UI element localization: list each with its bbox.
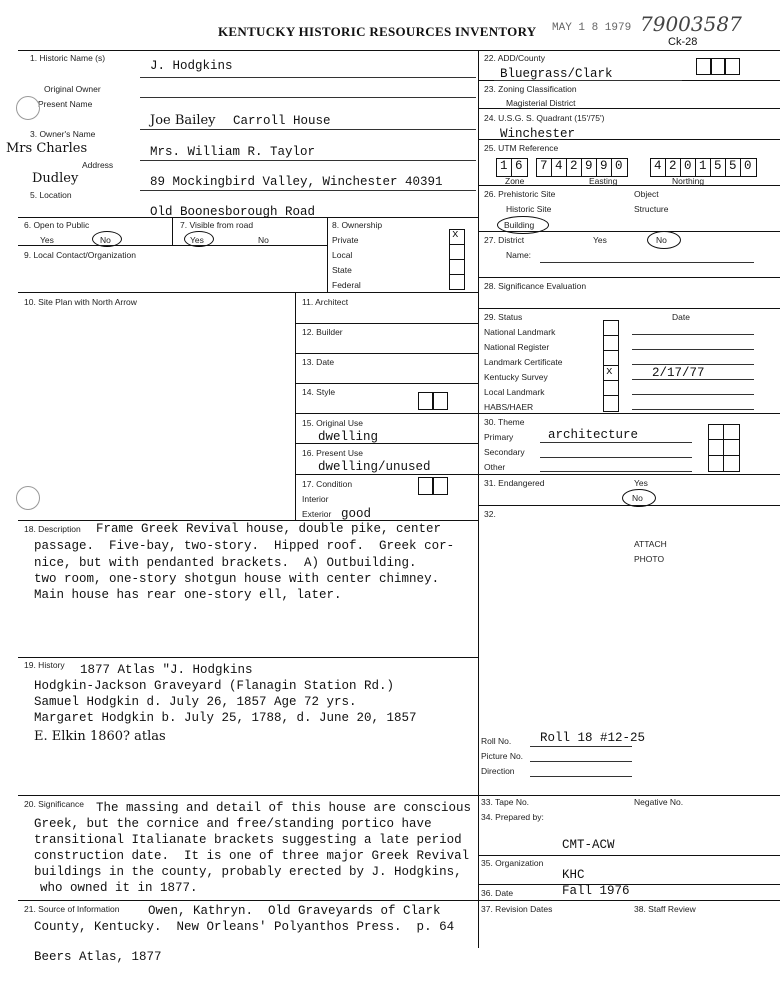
status-item: National Landmark: [484, 327, 556, 337]
condition-checkbox[interactable]: [432, 477, 448, 495]
theme-label: 30. Theme: [484, 417, 525, 427]
circle-mark: [497, 216, 549, 234]
circle-mark: [647, 231, 681, 249]
rule: [295, 353, 478, 354]
style-label: 14. Style: [302, 387, 336, 397]
utm-digit: 2: [570, 159, 578, 173]
significance-line: Greek, but the cornice and free/standing portico have: [34, 817, 432, 831]
rule: [478, 413, 780, 414]
fill-line: [632, 349, 754, 350]
rule: [708, 439, 739, 440]
kentucky-survey-date: 2/17/77: [652, 366, 705, 380]
county-label: 22. ADD/County: [484, 53, 545, 63]
description-line: Main house has rear one-story ell, later.: [34, 588, 342, 602]
organization-label: 35. Organization: [481, 858, 544, 868]
fill-line: [140, 190, 476, 191]
rule: [603, 395, 618, 396]
rule: [18, 292, 478, 293]
utm-digit: 4: [555, 159, 563, 173]
rule: [511, 158, 512, 176]
fill-line: [540, 471, 692, 472]
original-use-label: 15. Original Use: [302, 418, 363, 428]
utm-digit: 7: [540, 159, 548, 173]
present-name-label: Present Name: [38, 99, 93, 109]
rule: [18, 520, 478, 521]
utm-digit: 2: [669, 159, 677, 173]
picture-label: Picture No.: [481, 751, 524, 761]
historic-name-value: J. Hodgkins: [150, 59, 233, 73]
ownership-local: Local: [332, 250, 353, 260]
ownership-federal: Federal: [332, 280, 361, 290]
location-value: Old Boonesborough Road: [150, 205, 316, 219]
significance-label: 20. Significance: [24, 799, 85, 809]
date-label: 13. Date: [302, 357, 335, 367]
direction-label: Direction: [481, 766, 515, 776]
rule: [710, 158, 711, 176]
roll-value: Roll 18 #12-25: [540, 731, 646, 745]
attach-label: ATTACH: [634, 539, 667, 549]
significance-line: construction date. It is one of three major Greek Revival: [34, 849, 470, 863]
history-label: 19. History: [24, 660, 65, 670]
fill-line: [140, 97, 476, 98]
fill-line: [632, 394, 754, 395]
received-stamp: MAY 1 8 1979: [552, 22, 632, 34]
fill-line: [632, 334, 754, 335]
theme-box-grid[interactable]: [708, 424, 740, 472]
historic-site-label: Historic Site: [506, 204, 552, 214]
rule: [295, 474, 478, 475]
significance-line: transitional Italianate brackets suggesting a late period: [34, 833, 462, 847]
object-label: Object: [634, 189, 659, 199]
present-name-value: Carroll House: [233, 114, 331, 128]
rule: [18, 900, 478, 901]
ownership-private: Private: [332, 235, 359, 245]
rule: [611, 158, 612, 176]
fill-line: [530, 761, 632, 762]
prepared-by-value: CMT-ACW: [562, 838, 615, 852]
utm-digit: 1: [500, 159, 508, 173]
source-line: County, Kentucky. New Orleans' Polyanthos Press. p. 64: [34, 920, 455, 934]
status-item: National Register: [484, 342, 550, 352]
site-plan-label: 10. Site Plan with North Arrow: [24, 297, 137, 307]
architect-label: 11. Architect: [302, 297, 349, 307]
district-no: No: [656, 235, 667, 245]
prepared-by-label: 34. Prepared by:: [481, 812, 544, 822]
organization-value: KHC: [562, 868, 585, 882]
rule: [478, 855, 780, 856]
fill-line: [140, 129, 476, 130]
fill-line: [494, 80, 682, 81]
utm-digit: 6: [515, 159, 523, 173]
endangered-yes: Yes: [634, 478, 648, 488]
visible-no: No: [258, 235, 269, 245]
fill-line: [530, 776, 632, 777]
photo-field-label: 32.: [484, 509, 496, 519]
open-yes: Yes: [40, 235, 54, 245]
form-code: Ck-28: [668, 36, 698, 48]
history-line: Hodgkin-Jackson Graveyard (Flanagin Station Rd.): [34, 679, 395, 693]
punch-hole: [16, 96, 40, 120]
utm-digit: 9: [600, 159, 608, 173]
source-line: Owen, Kathryn. Old Graveyards of Clark: [148, 904, 441, 918]
local-contact-label: 9. Local Contact/Organization: [24, 250, 136, 260]
status-label: 29. Status: [484, 312, 523, 322]
history-handwritten: E. Elkin 1860? atlas: [34, 729, 166, 744]
utm-digit: 9: [585, 159, 593, 173]
owner-name-handwritten: Mrs Charles: [6, 141, 88, 156]
fill-line: [140, 160, 476, 161]
utm-digit: 0: [744, 159, 752, 173]
district-yes: Yes: [593, 235, 607, 245]
rule: [449, 274, 464, 275]
rule: [295, 292, 296, 520]
source-extra: Beers Atlas, 1877: [34, 950, 162, 964]
rule: [18, 657, 478, 658]
zoning-label: 23. Zoning Classification: [484, 84, 577, 94]
county-box[interactable]: [724, 58, 740, 75]
zoning-value: Magisterial District: [506, 98, 576, 108]
history-line: Margaret Hodgkin b. July 25, 1788, d. June 20, 1857: [34, 711, 417, 725]
open-to-public-label: 6. Open to Public: [24, 220, 90, 230]
significance-line: buildings in the county, probably erected by J. Hodgkins,: [34, 865, 462, 879]
significance-line: who owned it in 1877.: [40, 881, 198, 895]
rule: [295, 323, 478, 324]
county-value: Bluegrass/Clark: [500, 67, 613, 81]
ownership-state: State: [332, 265, 352, 275]
owner-name-label: 3. Owner's Name: [30, 129, 96, 139]
original-owner-label: Original Owner: [44, 84, 101, 94]
significance-line: The massing and detail of this house are conscious: [96, 801, 472, 815]
theme-other-label: Other: [484, 462, 506, 472]
handwritten-number: 79003587: [640, 12, 742, 36]
rule: [566, 158, 567, 176]
present-name-handwritten: Joe Bailey: [150, 113, 216, 128]
rule: [603, 335, 618, 336]
endangered-label: 31. Endangered: [484, 478, 545, 488]
source-label: 21. Source of Information: [24, 904, 120, 914]
rule: [478, 900, 780, 901]
history-line: 1877 Atlas "J. Hodgkins: [80, 663, 253, 677]
circle-mark: [622, 489, 656, 507]
fill-line: [540, 457, 692, 458]
theme-secondary-label: Secondary: [484, 447, 525, 457]
location-label: 5. Location: [30, 190, 72, 200]
significance-eval-label: 28. Significance Evaluation: [484, 281, 587, 291]
utm-digit: 5: [714, 159, 722, 173]
rule: [172, 217, 173, 245]
rule: [295, 413, 478, 414]
date-prepared-label: 36. Date: [481, 888, 514, 898]
utm-digit: 5: [729, 159, 737, 173]
style-checkbox[interactable]: [432, 392, 448, 410]
status-item: HABS/HAER: [484, 402, 534, 412]
rule: [18, 795, 478, 796]
quadrant-label: 24. U.S.G. S. Quadrant (15'/75'): [484, 113, 605, 123]
rule: [665, 158, 666, 176]
description-line: passage. Five-bay, two-story. Hipped roof. Greek cor-: [34, 539, 455, 553]
open-no: No: [100, 235, 111, 245]
rule: [725, 158, 726, 176]
rule: [327, 217, 328, 292]
history-line: Samuel Hodgkin d. July 26, 1857 Age 72 yrs.: [34, 695, 357, 709]
status-item: Kentucky Survey: [484, 372, 548, 382]
circle-mark: [92, 231, 122, 247]
description-line: two room, one-story shotgun house with center chimney.: [34, 572, 440, 586]
theme-primary-value: architecture: [548, 428, 639, 442]
revision-dates-label: 37. Revision Dates: [481, 904, 553, 914]
utm-digit: 0: [615, 159, 623, 173]
original-use-value: dwelling: [318, 430, 379, 444]
rule: [723, 424, 724, 471]
condition-value: good: [341, 507, 372, 521]
theme-primary-label: Primary: [484, 432, 514, 442]
rule: [295, 383, 478, 384]
utm-northing-label: Northing: [672, 176, 705, 186]
rule: [680, 158, 681, 176]
address-handwritten: Dudley: [32, 171, 79, 186]
district-name-label: Name:: [506, 250, 532, 260]
kentucky-survey-mark: x: [606, 366, 613, 378]
top-rule: [18, 50, 780, 51]
address-value: 89 Mockingbird Valley, Winchester 40391: [150, 175, 443, 189]
description-line: Frame Greek Revival house, double pike, center: [96, 522, 442, 536]
owner-name-value: Mrs. William R. Taylor: [150, 145, 316, 159]
ownership-private-mark: x: [452, 229, 459, 241]
fill-line: [540, 442, 692, 443]
structure-label: Structure: [634, 204, 669, 214]
historic-name-label: 1. Historic Name (s): [30, 53, 106, 63]
status-date-label: Date: [672, 312, 690, 322]
status-item: Landmark Certificate: [484, 357, 563, 367]
interior-label: Interior: [302, 494, 329, 504]
fill-line: [140, 77, 476, 78]
utm-zone-label: Zone: [505, 176, 525, 186]
visible-from-road-label: 7. Visible from road: [180, 220, 254, 230]
fill-line: [540, 262, 754, 263]
fill-line: [632, 364, 754, 365]
negative-label: Negative No.: [634, 797, 684, 807]
rule: [581, 158, 582, 176]
quadrant-value: Winchester: [500, 127, 576, 141]
roll-label: Roll No.: [481, 736, 512, 746]
rule: [708, 455, 739, 456]
utm-digit: 0: [684, 159, 692, 173]
circle-mark: [184, 231, 214, 247]
building-label: Building: [504, 220, 535, 230]
rule: [18, 245, 327, 246]
condition-label: 17. Condition: [302, 479, 353, 489]
photo-label: PHOTO: [634, 554, 665, 564]
present-use-value: dwelling/unused: [318, 460, 431, 474]
visible-yes: Yes: [190, 235, 204, 245]
endangered-no: No: [632, 493, 643, 503]
rule: [695, 158, 696, 176]
rule: [478, 108, 780, 109]
utm-digit: 4: [654, 159, 662, 173]
utm-label: 25. UTM Reference: [484, 143, 559, 153]
utm-digit: 1: [699, 159, 707, 173]
description-line: nice, but with pendanted brackets. A) Outbuilding.: [34, 556, 417, 570]
description-label: 18. Description: [24, 524, 81, 534]
rule: [478, 474, 780, 475]
present-use-label: 16. Present Use: [302, 448, 363, 458]
rule: [740, 158, 741, 176]
rule: [449, 259, 464, 260]
builder-label: 12. Builder: [302, 327, 343, 337]
exterior-label: Exterior: [302, 509, 332, 519]
fill-line: [530, 746, 632, 747]
utm-easting-label: Easting: [589, 176, 618, 186]
rule: [596, 158, 597, 176]
tape-label: 33. Tape No.: [481, 797, 530, 807]
date-prepared-value: Fall 1976: [562, 884, 630, 898]
rule: [478, 277, 780, 278]
rule: [551, 158, 552, 176]
district-label: 27. District: [484, 235, 525, 245]
ownership-label: 8. Ownership: [332, 220, 383, 230]
form-title: KENTUCKY HISTORIC RESOURCES INVENTORY: [218, 24, 537, 39]
rule: [603, 350, 618, 351]
fill-line: [632, 409, 754, 410]
rule: [603, 380, 618, 381]
rule: [478, 308, 780, 309]
prehistoric-site-label: 26. Prehistoric Site: [484, 189, 556, 199]
status-item: Local Landmark: [484, 387, 545, 397]
staff-review-label: 38. Staff Review: [634, 904, 696, 914]
rule: [449, 244, 464, 245]
address-label: Address: [82, 160, 114, 170]
punch-hole: [16, 486, 40, 510]
rule: [478, 795, 780, 796]
